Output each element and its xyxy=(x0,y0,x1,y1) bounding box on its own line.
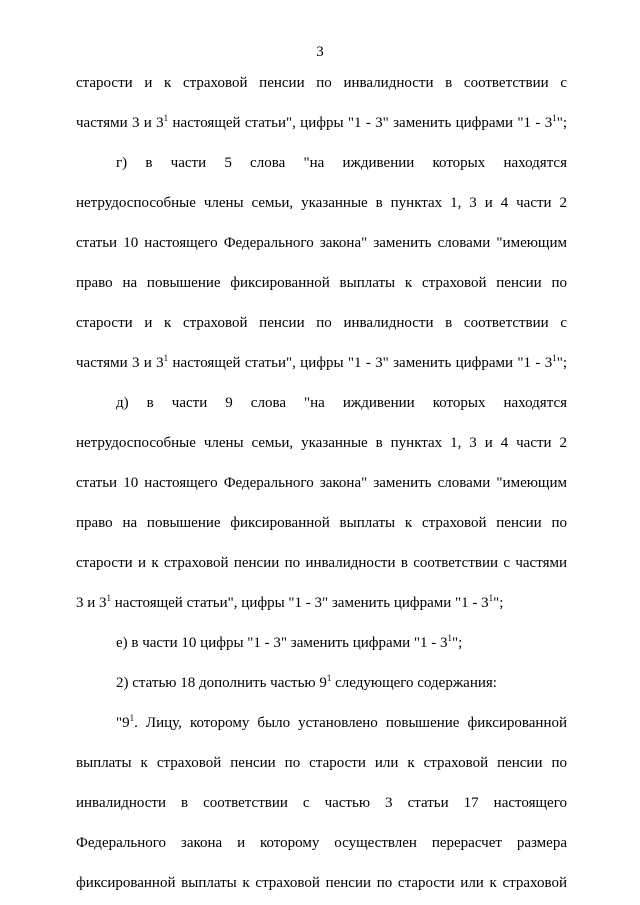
text-line xyxy=(76,593,567,613)
text-line xyxy=(76,193,567,213)
text-line xyxy=(116,393,567,413)
text-line xyxy=(76,273,567,293)
text-line xyxy=(76,353,567,373)
text-segment: статьи 10 настоящего Федерального закона" заменить словами "имеющим xyxy=(76,475,567,491)
text-segment: нетрудоспособные члены семьи, указанные в пунктах 1, 3 и 4 части 2 xyxy=(76,435,567,451)
superscript-mark: 1 xyxy=(326,673,332,683)
text-segment: настоящей статьи", цифры "1 - 3" заменить цифрами "1 - 3 xyxy=(168,115,553,131)
text-segment: следующего содержания: xyxy=(331,675,497,691)
text-line xyxy=(76,793,567,813)
text-segment: "9 xyxy=(116,715,130,731)
superscript-mark: 1 xyxy=(129,713,135,723)
text-segment: старости и к страховой пенсии по инвалидности в соответствии с частями xyxy=(76,555,567,571)
text-line xyxy=(116,713,567,733)
text-segment: е) в части 10 цифры "1 - 3" заменить цифрами "1 - 3 xyxy=(116,635,448,651)
text-segment: фиксированной выплаты к страховой пенсии по старости или к страховой xyxy=(76,875,567,891)
text-line xyxy=(76,433,567,453)
page-number: 3 xyxy=(316,44,324,60)
text-segment: право на повышение фиксированной выплаты к страховой пенсии по xyxy=(76,515,567,531)
text-segment: инвалидности в соответствии с частью 3 статьи 17 настоящего xyxy=(76,795,567,811)
text-line xyxy=(76,873,567,893)
text-segment: д) в части 9 слова "на иждивении которых находятся xyxy=(116,395,567,411)
text-line xyxy=(76,313,567,333)
text-segment: "; xyxy=(452,635,463,651)
text-line xyxy=(76,233,567,253)
superscript-mark: 1 xyxy=(552,113,557,123)
superscript-mark: 1 xyxy=(163,113,169,123)
text-segment: настоящей статьи", цифры "1 - 3" заменить цифрами "1 - 3 xyxy=(111,595,489,611)
text-line xyxy=(76,833,567,853)
text-segment: "; xyxy=(556,115,567,131)
text-segment: г) в части 5 слова "на иждивении которых находятся xyxy=(116,155,567,171)
text-segment: настоящей статьи", цифры "1 - 3" заменить цифрами "1 - 3 xyxy=(168,355,553,371)
text-segment: 2) статью 18 дополнить частью 9 xyxy=(116,675,327,691)
text-segment: старости и к страховой пенсии по инвалидности в соответствии с xyxy=(76,315,567,331)
text-line xyxy=(116,673,567,693)
text-segment: частями 3 и 3 xyxy=(76,355,164,371)
text-segment: статьи 10 настоящего Федерального закона" заменить словами "имеющим xyxy=(76,235,567,251)
text-segment: "; xyxy=(556,355,567,371)
text-segment: выплаты к страховой пенсии по старости или к страховой пенсии по xyxy=(76,755,567,771)
superscript-mark: 1 xyxy=(552,353,557,363)
text-line xyxy=(116,633,567,653)
text-line xyxy=(76,553,567,573)
text-line xyxy=(76,73,567,93)
superscript-mark: 1 xyxy=(447,633,453,643)
text-segment: . Лицу, которому было установлено повышение фиксированной xyxy=(134,715,567,731)
text-segment: частями 3 и 3 xyxy=(76,115,164,131)
text-segment: Федерального закона и которому осуществлен перерасчет размера xyxy=(76,835,567,851)
superscript-mark: 1 xyxy=(488,593,494,603)
superscript-mark: 1 xyxy=(106,593,112,603)
text-segment: старости и к страховой пенсии по инвалидности в соответствии с xyxy=(76,75,567,91)
text-line xyxy=(76,513,567,533)
text-segment: 3 и 3 xyxy=(76,595,107,611)
superscript-mark: 1 xyxy=(163,353,169,363)
text-segment: нетрудоспособные члены семьи, указанные в пунктах 1, 3 и 4 части 2 xyxy=(76,195,567,211)
text-segment: право на повышение фиксированной выплаты к страховой пенсии по xyxy=(76,275,567,291)
text-line xyxy=(76,753,567,773)
text-line xyxy=(116,153,567,173)
text-line xyxy=(76,113,567,133)
text-line xyxy=(76,473,567,493)
text-segment: "; xyxy=(493,595,504,611)
